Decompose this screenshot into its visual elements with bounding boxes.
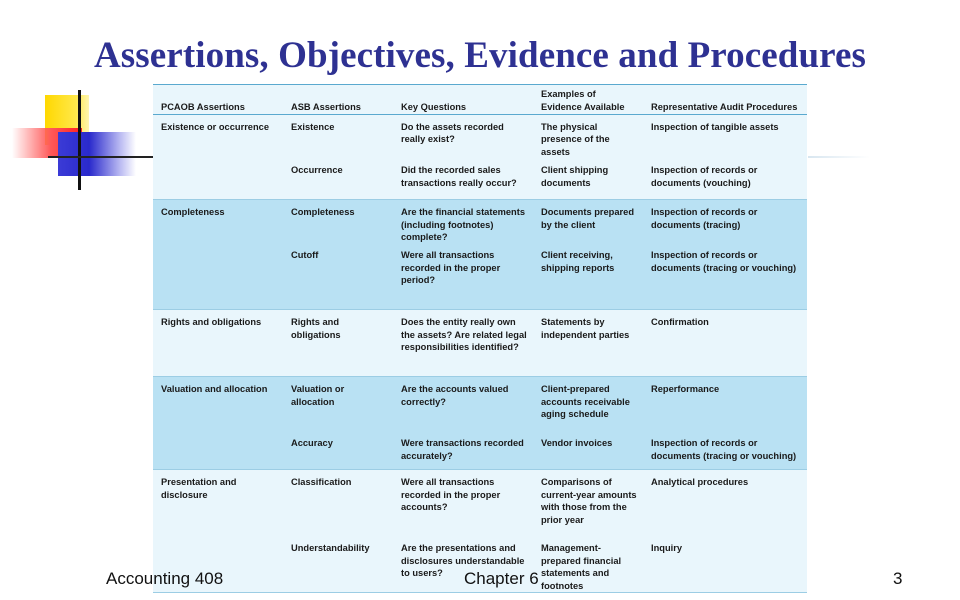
assertions-table: [153, 84, 807, 593]
asb-assertion-cell: Existence: [283, 115, 393, 159]
table-row: [153, 115, 807, 159]
slide-title: Assertions, Objectives, Evidence and Procedures: [93, 35, 867, 76]
pcaob-assertion-cell: Completeness: [153, 200, 283, 244]
asb-assertion-cell: Accuracy: [283, 431, 393, 470]
evidence-cell: Management-prepared financial statements and footnotes: [533, 536, 643, 592]
header-evidence-examples: Examples of Evidence Available: [533, 85, 643, 115]
key-question-cell: Are the accounts valued correctly?: [393, 377, 533, 432]
pcaob-assertion-cell: [153, 431, 283, 470]
pcaob-assertion-cell: [153, 158, 283, 200]
key-question-cell: Are the presentations and disclosures understandable to users?: [393, 536, 533, 592]
footer-page-number: 3: [893, 569, 903, 588]
header-key-questions: Key Questions: [393, 85, 533, 115]
procedure-cell: Confirmation: [643, 310, 807, 377]
pcaob-assertion-cell: Valuation and allocation: [153, 377, 283, 432]
pcaob-assertion-cell: Existence or occurrence: [153, 115, 283, 159]
procedure-cell: Inspection of records or documents (tracing or vouching): [643, 243, 807, 310]
footer-chapter: Chapter 6: [464, 569, 539, 588]
key-question-cell: Do the assets recorded really exist?: [393, 115, 533, 159]
footer-course: Accounting 408: [106, 569, 224, 588]
evidence-cell: Comparisons of current-year amounts with those from the prior year: [533, 470, 643, 537]
procedure-cell: Inspection of tangible assets: [643, 115, 807, 159]
asb-assertion-cell: Classification: [283, 470, 393, 537]
key-question-cell: Were all transactions recorded in the proper accounts?: [393, 470, 533, 537]
evidence-cell: Vendor invoices: [533, 431, 643, 470]
key-question-cell: Are the financial statements (including footnotes) complete?: [393, 200, 533, 244]
pcaob-assertion-cell: Presentation and disclosure: [153, 470, 283, 537]
procedure-cell: Inspection of records or documents (tracing): [643, 200, 807, 244]
evidence-cell: Client shipping documents: [533, 158, 643, 200]
key-question-cell: Did the recorded sales transactions really occur?: [393, 158, 533, 200]
procedure-cell: Analytical procedures: [643, 470, 807, 537]
logo-horizontal-line: [48, 156, 168, 158]
evidence-cell: Client-prepared accounts receivable aging schedule: [533, 377, 643, 432]
logo-vertical-line: [78, 90, 81, 190]
table-row: [153, 431, 807, 470]
procedure-cell: Inquiry: [643, 536, 807, 592]
header-asb-assertions: ASB Assertions: [283, 85, 393, 115]
header-audit-procedures: Representative Audit Procedures: [643, 85, 807, 115]
asb-assertion-cell: Valuation or allocation: [283, 377, 393, 432]
evidence-cell: Client receiving, shipping reports: [533, 243, 643, 310]
logo-blue-block: [58, 132, 136, 176]
procedure-cell: Inspection of records or documents (vouching): [643, 158, 807, 200]
divider-line: [808, 156, 870, 158]
asb-assertion-cell: Understandability: [283, 536, 393, 592]
asb-assertion-cell: Completeness: [283, 200, 393, 244]
evidence-cell: Statements by independent parties: [533, 310, 643, 377]
table-row: [153, 310, 807, 377]
asb-assertion-cell: Rights and obligations: [283, 310, 393, 377]
table-row: [153, 158, 807, 200]
table-row: [153, 243, 807, 310]
table-row: [153, 377, 807, 432]
header-pcaob-assertions: PCAOB Assertions: [153, 85, 283, 115]
key-question-cell: Were transactions recorded accurately?: [393, 431, 533, 470]
asb-assertion-cell: Cutoff: [283, 243, 393, 310]
key-question-cell: Does the entity really own the assets? Are related legal responsibilities identified?: [393, 310, 533, 377]
procedure-cell: Reperformance: [643, 377, 807, 432]
evidence-cell: The physical presence of the assets: [533, 115, 643, 159]
key-question-cell: Were all transactions recorded in the proper period?: [393, 243, 533, 310]
pcaob-assertion-cell: Rights and obligations: [153, 310, 283, 377]
table-row: [153, 470, 807, 537]
table-header-row: [153, 85, 807, 115]
evidence-cell: Documents prepared by the client: [533, 200, 643, 244]
table-row: [153, 200, 807, 244]
asb-assertion-cell: Occurrence: [283, 158, 393, 200]
procedure-cell: Inspection of records or documents (tracing or vouching): [643, 431, 807, 470]
pcaob-assertion-cell: [153, 243, 283, 310]
